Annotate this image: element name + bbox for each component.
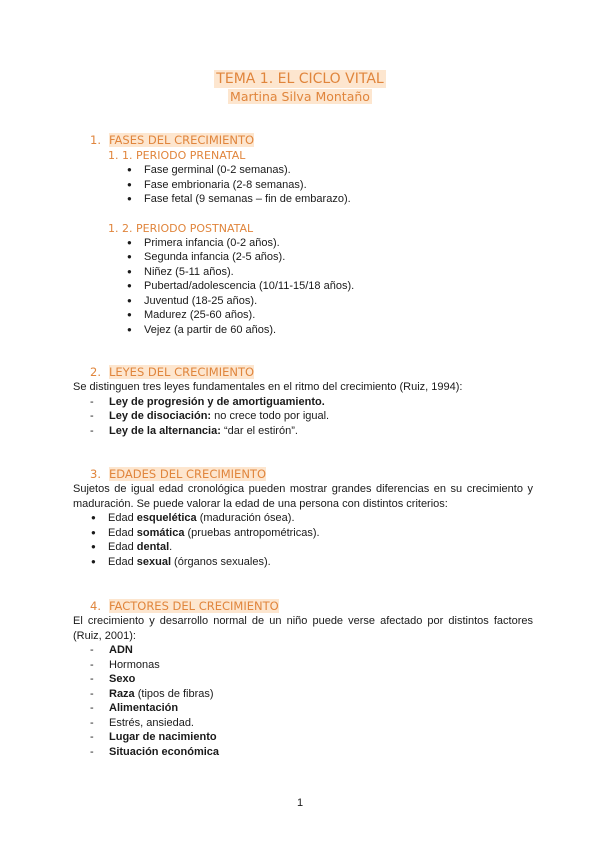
bullet-icon: ● bbox=[91, 556, 96, 566]
list-item: ● Edad somática (pruebas antropométricas). bbox=[91, 526, 320, 539]
leyes-list bbox=[73, 395, 533, 439]
list-item: ● Vejez (a partir de 60 años). bbox=[127, 323, 277, 336]
list-item: - ADN bbox=[90, 644, 133, 656]
document-title: TEMA 1. EL CICLO VITAL bbox=[216, 71, 384, 87]
list-item: ● Segunda infancia (2-5 años). bbox=[127, 251, 286, 263]
page-number: 1 bbox=[296, 797, 304, 809]
bullet-icon: ● bbox=[127, 179, 132, 189]
list-item: - Alimentación bbox=[90, 702, 179, 714]
prenatal-list bbox=[127, 163, 533, 207]
section-number: 2. bbox=[90, 365, 101, 379]
dash-icon: - bbox=[90, 424, 94, 437]
section-heading bbox=[90, 467, 533, 482]
section-factores bbox=[73, 599, 533, 759]
edades-list bbox=[91, 511, 533, 569]
section-leyes bbox=[73, 365, 533, 438]
section-title: LEYES DEL CRECIMIENTO bbox=[108, 365, 255, 379]
dash-icon: - bbox=[90, 716, 94, 729]
list-item: ● Niñez (5-11 años). bbox=[127, 265, 234, 278]
postnatal-list bbox=[127, 236, 533, 338]
bullet-icon: ● bbox=[91, 527, 96, 537]
list-item: - Hormonas bbox=[90, 658, 160, 671]
section-heading bbox=[90, 599, 533, 614]
section-number: 1. bbox=[90, 133, 101, 147]
dash-icon: - bbox=[90, 673, 94, 685]
list-item: - Lugar de nacimiento bbox=[90, 731, 217, 743]
list-item: ● Juventud (18-25 años). bbox=[127, 294, 258, 307]
section-intro: El crecimiento y desarrollo normal de un niño puede verse afectado por distintos factores (Ruiz, 2001): bbox=[73, 615, 533, 642]
document-author bbox=[0, 88, 600, 105]
bullet-icon: ● bbox=[127, 194, 132, 203]
bullet-icon: ● bbox=[127, 310, 132, 319]
author-name: Martina Silva Montaño bbox=[230, 89, 370, 104]
dash-icon: - bbox=[90, 731, 94, 743]
section-heading bbox=[90, 365, 533, 380]
list-item: ● Madurez (25-60 años). bbox=[127, 309, 256, 321]
list-item: ● Fase germinal (0-2 semanas). bbox=[127, 164, 291, 176]
list-item: - Ley de disociación: no crece todo por igual. bbox=[90, 410, 330, 422]
section-fases bbox=[73, 133, 533, 337]
bullet-icon: ● bbox=[127, 237, 132, 247]
bullet-icon: ● bbox=[127, 324, 132, 334]
section-number: 3. bbox=[90, 467, 101, 481]
bullet-icon: ● bbox=[127, 295, 132, 305]
list-item: - Sexo bbox=[90, 673, 136, 685]
bullet-icon: ● bbox=[127, 252, 132, 261]
dash-icon: - bbox=[90, 702, 94, 714]
list-item: ● Edad sexual (órganos sexuales). bbox=[91, 555, 271, 568]
section-title: FASES DEL CRECIMIENTO bbox=[108, 133, 255, 147]
list-item: - Estrés, ansiedad. bbox=[90, 716, 194, 729]
list-item: - Ley de progresión y de amortiguamiento. bbox=[90, 395, 325, 408]
list-item: - Ley de la alternancia: “dar el estirón”. bbox=[90, 424, 298, 437]
section-intro: Se distinguen tres leyes fundamentales en el ritmo del crecimiento (Ruiz, 1994): bbox=[73, 381, 463, 393]
dash-icon: - bbox=[90, 687, 94, 700]
section-title: FACTORES DEL CRECIMIENTO bbox=[108, 599, 279, 613]
list-item: - Raza (tipos de fibras) bbox=[90, 687, 214, 700]
list-item: ● Fase fetal (9 semanas – fin de embarazo). bbox=[127, 193, 351, 205]
dash-icon: - bbox=[90, 658, 94, 671]
section-number: 4. bbox=[90, 599, 101, 613]
dash-icon: - bbox=[90, 410, 94, 422]
list-item: ● Primera infancia (0-2 años). bbox=[127, 236, 280, 249]
bullet-icon: ● bbox=[127, 165, 132, 174]
list-item: ● Pubertad/adolescencia (10/11-15/18 años). bbox=[127, 280, 355, 292]
list-item: - Situación económica bbox=[90, 745, 220, 758]
bullet-icon: ● bbox=[127, 281, 132, 290]
factores-list bbox=[73, 643, 533, 759]
list-item: ● Fase embrionaria (2-8 semanas). bbox=[127, 178, 307, 191]
bullet-icon: ● bbox=[91, 542, 96, 551]
section-heading bbox=[90, 133, 533, 148]
subsection-heading-prenatal: 1. 1. PERIODO PRENATAL bbox=[108, 149, 246, 162]
dash-icon: - bbox=[90, 745, 94, 758]
section-intro: Sujetos de igual edad cronológica pueden mostrar grandes diferencias en su crecimiento y maduración. Se puede valorar la edad de una persona con distintos criterios: bbox=[73, 483, 533, 510]
dash-icon: - bbox=[90, 644, 94, 656]
subsection-heading-postnatal: 1. 2. PERIODO POSTNATAL bbox=[108, 221, 254, 235]
bullet-icon: ● bbox=[127, 266, 132, 276]
list-item: ● Edad dental. bbox=[91, 541, 173, 553]
bullet-icon: ● bbox=[91, 513, 96, 522]
title-block bbox=[0, 70, 600, 105]
dash-icon: - bbox=[90, 395, 94, 408]
section-title: EDADES DEL CRECIMIENTO bbox=[108, 467, 266, 481]
list-item: ● Edad esquelética (maduración ósea). bbox=[91, 512, 295, 524]
section-edades bbox=[73, 467, 533, 569]
